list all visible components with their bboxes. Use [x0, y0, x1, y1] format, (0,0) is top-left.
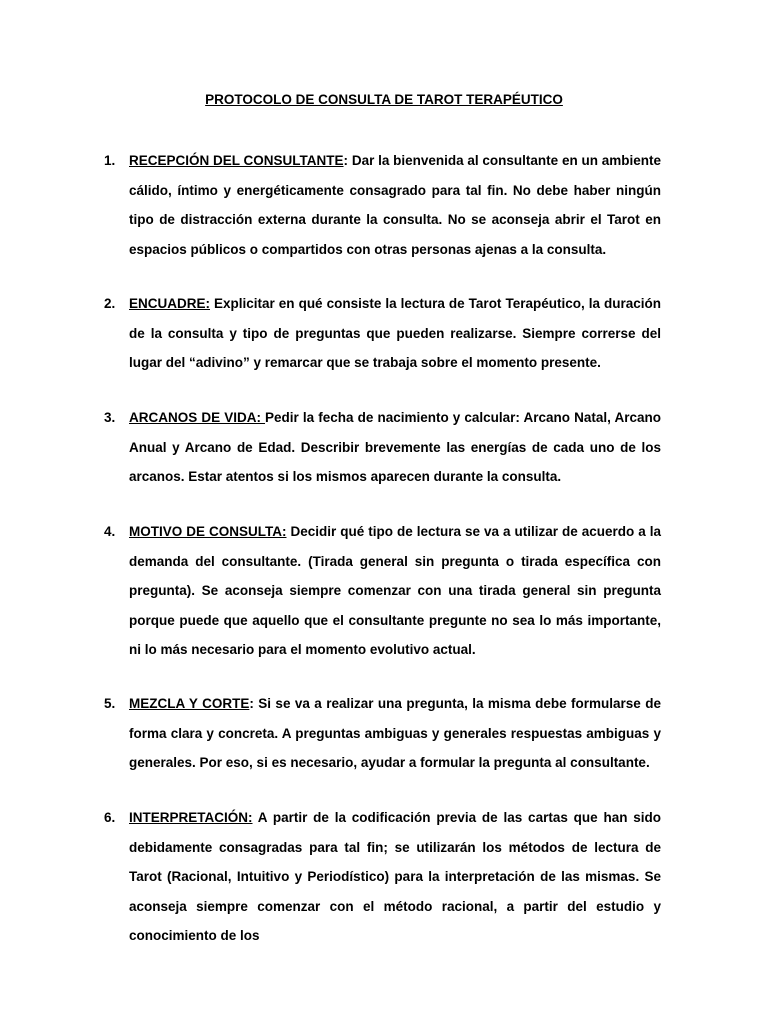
protocol-item-2 [104, 289, 661, 378]
item-body [129, 403, 661, 492]
item-text: A partir de la codificación previa de las cartas que han sido debidamente consagradas para tal fin; se utilizarán los métodos de lectura de Tarot (Racional, Intuitivo y Periodístico) para la interpretación de las mismas. Se aconseja siempre comenzar con el método racional, a partir del estudio y conocimiento de los [129, 810, 661, 943]
item-body [129, 146, 661, 264]
item-heading: RECEPCIÓN DEL CONSULTANTE [129, 153, 344, 168]
protocol-item-4 [104, 517, 661, 665]
item-number: 3. [104, 410, 116, 425]
item-heading: MOTIVO DE CONSULTA: [129, 524, 287, 539]
item-number: 1. [104, 153, 116, 168]
item-number: 2. [104, 296, 116, 311]
item-body [129, 803, 661, 951]
item-heading: MEZCLA Y CORTE [129, 696, 250, 711]
item-text: Si se va a realizar una pregunta, la misma debe formularse de forma clara y concreta. A preguntas ambiguas y generales respuestas ambiguas y generales. Por eso, si es necesario, ayudar a formular la pregunta al consultante. [129, 696, 661, 770]
protocol-item-1 [104, 146, 661, 264]
item-body [129, 517, 661, 665]
item-body [129, 289, 661, 378]
item-heading-separator: : [249, 696, 254, 711]
item-text: Pedir la fecha de nacimiento y calcular: Arcano Natal, Arcano Anual y Arcano de Edad. Describir brevemente las energías de cada uno de los arcanos. Estar atentos si los mismos aparecen durante la consulta. [129, 410, 661, 484]
item-text: Decidir qué tipo de lectura se va a utilizar de acuerdo a la demanda del consultante. (Tirada general sin pregunta o tirada específica con pregunta). Se aconseja siempre comenzar con una tirada general sin pregunta porque puede que aquello que el consultante pregunte no sea lo más importante, ni lo más necesario para el momento evolutivo actual. [129, 524, 661, 657]
item-heading: ARCANOS DE VIDA: [129, 410, 266, 425]
protocol-item-5 [104, 689, 661, 778]
document-title: PROTOCOLO DE CONSULTA DE TAROT TERAPÉUTICO [205, 92, 563, 107]
item-body [129, 689, 661, 778]
protocol-item-6 [104, 803, 661, 951]
item-heading: ENCUADRE: [129, 296, 210, 311]
item-number: 6. [104, 810, 116, 825]
protocol-item-3 [104, 403, 661, 492]
item-heading-separator: : [343, 153, 349, 168]
item-number: 4. [104, 524, 116, 539]
item-heading: INTERPRETACIÓN: [129, 810, 253, 825]
item-number: 5. [104, 696, 116, 711]
item-text: Dar la bienvenida al consultante en un ambiente cálido, íntimo y energéticamente consagrado para tal fin. No debe haber ningún tipo de distracción externa durante la consulta. No se aconseja abrir el Tarot en espacios públicos o compartidos con otras personas ajenas a la consulta. [129, 153, 661, 257]
item-text: Explicitar en qué consiste la lectura de Tarot Terapéutico, la duración de la consulta y tipo de preguntas que pueden realizarse. Siempre correrse del lugar del “adivino” y remarcar que se trabaja sobre el momento presente. [129, 296, 661, 370]
